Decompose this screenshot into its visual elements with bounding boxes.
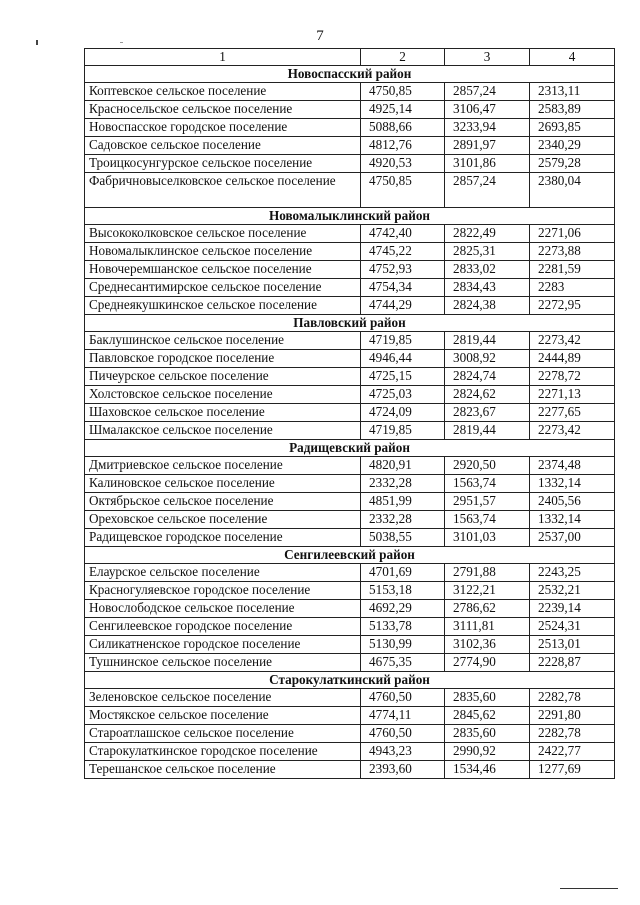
table-row [85,243,615,261]
settlement-name: Павловское городское поселение [85,350,361,368]
table-row [85,297,615,315]
value-col-3: 2822,49 [445,225,530,243]
value-col-2: 4745,22 [361,243,445,261]
table-row [85,261,615,279]
value-col-2: 4812,76 [361,137,445,155]
value-col-4: 2273,42 [530,332,615,350]
value-col-3: 2824,38 [445,297,530,315]
value-col-3: 2824,74 [445,368,530,386]
table-row [85,743,615,761]
value-col-3: 2857,24 [445,83,530,101]
settlement-name: Старокулаткинское городское поселение [85,743,361,761]
table-row [85,493,615,511]
value-col-4: 2273,42 [530,422,615,440]
table-row [85,332,615,350]
settlement-name: Пичеурское сельское поселение [85,368,361,386]
footer-rule [560,888,618,889]
settlement-name: Елаурское сельское поселение [85,564,361,582]
value-col-2: 5133,78 [361,618,445,636]
district-name: Новомалыклинский район [85,208,615,225]
value-col-2: 4820,91 [361,457,445,475]
value-col-4: 2239,14 [530,600,615,618]
value-col-3: 2845,62 [445,707,530,725]
value-col-4: 2283 [530,279,615,297]
value-col-4: 2579,28 [530,155,615,173]
value-col-3: 3101,03 [445,529,530,547]
value-col-2: 4724,09 [361,404,445,422]
page-number: 7 [316,28,324,44]
district-name: Радищевский район [85,440,615,457]
table-row [85,636,615,654]
value-col-2: 4675,35 [361,654,445,672]
value-col-3: 2835,60 [445,689,530,707]
value-col-4: 2444,89 [530,350,615,368]
settlement-name: Тушнинское сельское поселение [85,654,361,672]
settlement-name: Троицкосунгурское сельское поселение [85,155,361,173]
scan-speck [36,40,38,45]
table-row [85,350,615,368]
table-row [85,137,615,155]
tariff-table [84,48,615,779]
table-row [85,725,615,743]
settlement-name: Октябрьское сельское поселение [85,493,361,511]
value-col-2: 4943,23 [361,743,445,761]
value-col-2: 4692,29 [361,600,445,618]
value-col-2: 2332,28 [361,511,445,529]
value-col-3: 1563,74 [445,511,530,529]
column-header-1: 1 [85,49,361,66]
value-col-4: 2524,31 [530,618,615,636]
settlement-name: Сенгилеевское городское поселение [85,618,361,636]
value-col-3: 1563,74 [445,475,530,493]
value-col-2: 5130,99 [361,636,445,654]
value-col-4: 2374,48 [530,457,615,475]
table-row [85,155,615,173]
value-col-3: 2891,97 [445,137,530,155]
table-row [85,511,615,529]
settlement-name: Мостякское сельское поселение [85,707,361,725]
value-col-4: 2272,95 [530,297,615,315]
settlement-name: Среднеякушкинское сельское поселение [85,297,361,315]
value-col-3: 2774,90 [445,654,530,672]
table-row [85,386,615,404]
value-col-2: 5038,55 [361,529,445,547]
value-col-4: 2271,13 [530,386,615,404]
table-row [85,279,615,297]
table-row [85,368,615,386]
table-row [85,404,615,422]
table-row [85,173,615,208]
value-col-4: 2271,06 [530,225,615,243]
table-row [85,83,615,101]
value-col-4: 2277,65 [530,404,615,422]
value-col-3: 2835,60 [445,725,530,743]
settlement-name: Холстовское сельское поселение [85,386,361,404]
value-col-2: 4754,34 [361,279,445,297]
value-col-4: 2405,56 [530,493,615,511]
value-col-2: 2332,28 [361,475,445,493]
value-col-4: 2273,88 [530,243,615,261]
value-col-4: 2228,87 [530,654,615,672]
value-col-4: 2513,01 [530,636,615,654]
value-col-2: 5088,66 [361,119,445,137]
district-header-row [85,66,615,83]
value-col-4: 1277,69 [530,761,615,779]
value-col-2: 5153,18 [361,582,445,600]
value-col-3: 2920,50 [445,457,530,475]
value-col-3: 1534,46 [445,761,530,779]
settlement-name: Коптевское сельское поселение [85,83,361,101]
value-col-4: 2278,72 [530,368,615,386]
value-col-3: 2823,67 [445,404,530,422]
value-col-4: 2422,77 [530,743,615,761]
value-col-2: 4701,69 [361,564,445,582]
value-col-4: 2281,59 [530,261,615,279]
value-col-2: 4760,50 [361,689,445,707]
value-col-3: 3101,86 [445,155,530,173]
table-row [85,654,615,672]
column-header-2: 2 [361,49,445,66]
table-row [85,707,615,725]
settlement-name: Новочеремшанское сельское поселение [85,261,361,279]
value-col-3: 2786,62 [445,600,530,618]
value-col-4: 2282,78 [530,689,615,707]
value-col-2: 4750,85 [361,173,445,208]
table-row [85,457,615,475]
table-row [85,101,615,119]
district-header-row [85,208,615,225]
district-header-row [85,672,615,689]
settlement-name: Высококолковское сельское поселение [85,225,361,243]
district-header-row [85,440,615,457]
value-col-2: 4725,03 [361,386,445,404]
settlement-name: Калиновское сельское поселение [85,475,361,493]
value-col-4: 2583,89 [530,101,615,119]
value-col-2: 4725,15 [361,368,445,386]
table-row [85,761,615,779]
value-col-2: 4750,85 [361,83,445,101]
settlement-name: Новоспасское городское поселение [85,119,361,137]
value-col-2: 4920,53 [361,155,445,173]
value-col-4: 2532,21 [530,582,615,600]
table-row [85,475,615,493]
value-col-3: 3008,92 [445,350,530,368]
settlement-name: Староатлашское сельское поселение [85,725,361,743]
district-name: Старокулаткинский район [85,672,615,689]
table-row [85,529,615,547]
settlement-name: Ореховское сельское поселение [85,511,361,529]
district-name: Сенгилеевский район [85,547,615,564]
scan-speck [120,42,123,43]
value-col-3: 2791,88 [445,564,530,582]
value-col-2: 4752,93 [361,261,445,279]
value-col-3: 3111,81 [445,618,530,636]
table-body [85,49,615,779]
value-col-3: 2857,24 [445,173,530,208]
value-col-4: 2313,11 [530,83,615,101]
table-row [85,225,615,243]
column-header-4: 4 [530,49,615,66]
table-row [85,689,615,707]
value-col-4: 2380,04 [530,173,615,208]
value-col-3: 2834,43 [445,279,530,297]
settlement-name: Дмитриевское сельское поселение [85,457,361,475]
column-header-3: 3 [445,49,530,66]
value-col-3: 2833,02 [445,261,530,279]
settlement-name: Красносельское сельское поселение [85,101,361,119]
value-col-3: 3106,47 [445,101,530,119]
value-col-2: 4744,29 [361,297,445,315]
settlement-name: Красногуляевское городское поселение [85,582,361,600]
value-col-2: 4760,50 [361,725,445,743]
value-col-2: 4851,99 [361,493,445,511]
value-col-4: 2340,29 [530,137,615,155]
value-col-3: 3233,94 [445,119,530,137]
settlement-name: Среднесантимирское сельское поселение [85,279,361,297]
value-col-3: 2819,44 [445,332,530,350]
value-col-4: 2291,80 [530,707,615,725]
settlement-name: Фабричновыселковское сельское поселение [85,173,361,208]
value-col-4: 1332,14 [530,475,615,493]
settlement-name: Радищевское городское поселение [85,529,361,547]
value-col-3: 2824,62 [445,386,530,404]
table-row [85,618,615,636]
settlement-name: Зеленовское сельское поселение [85,689,361,707]
value-col-3: 2990,92 [445,743,530,761]
value-col-4: 2282,78 [530,725,615,743]
settlement-name: Шмалакское сельское поселение [85,422,361,440]
table-row [85,564,615,582]
value-col-3: 3122,21 [445,582,530,600]
district-name: Новоспасский район [85,66,615,83]
table-row [85,422,615,440]
value-col-2: 4719,85 [361,332,445,350]
settlement-name: Садовское сельское поселение [85,137,361,155]
settlement-name: Новослободское сельское поселение [85,600,361,618]
value-col-2: 4742,40 [361,225,445,243]
value-col-4: 1332,14 [530,511,615,529]
district-header-row [85,315,615,332]
table-row [85,600,615,618]
district-name: Павловский район [85,315,615,332]
settlement-name: Шаховское сельское поселение [85,404,361,422]
value-col-2: 4774,11 [361,707,445,725]
value-col-2: 4925,14 [361,101,445,119]
value-col-3: 3102,36 [445,636,530,654]
value-col-4: 2243,25 [530,564,615,582]
district-header-row [85,547,615,564]
value-col-4: 2693,85 [530,119,615,137]
settlement-name: Баклушинское сельское поселение [85,332,361,350]
value-col-4: 2537,00 [530,529,615,547]
table-row [85,582,615,600]
value-col-3: 2819,44 [445,422,530,440]
value-col-2: 4946,44 [361,350,445,368]
table-header-row [85,49,615,66]
value-col-2: 2393,60 [361,761,445,779]
settlement-name: Терешанское сельское поселение [85,761,361,779]
table-row [85,119,615,137]
settlement-name: Новомалыклинское сельское поселение [85,243,361,261]
value-col-2: 4719,85 [361,422,445,440]
settlement-name: Силикатненское городское поселение [85,636,361,654]
value-col-3: 2825,31 [445,243,530,261]
value-col-3: 2951,57 [445,493,530,511]
